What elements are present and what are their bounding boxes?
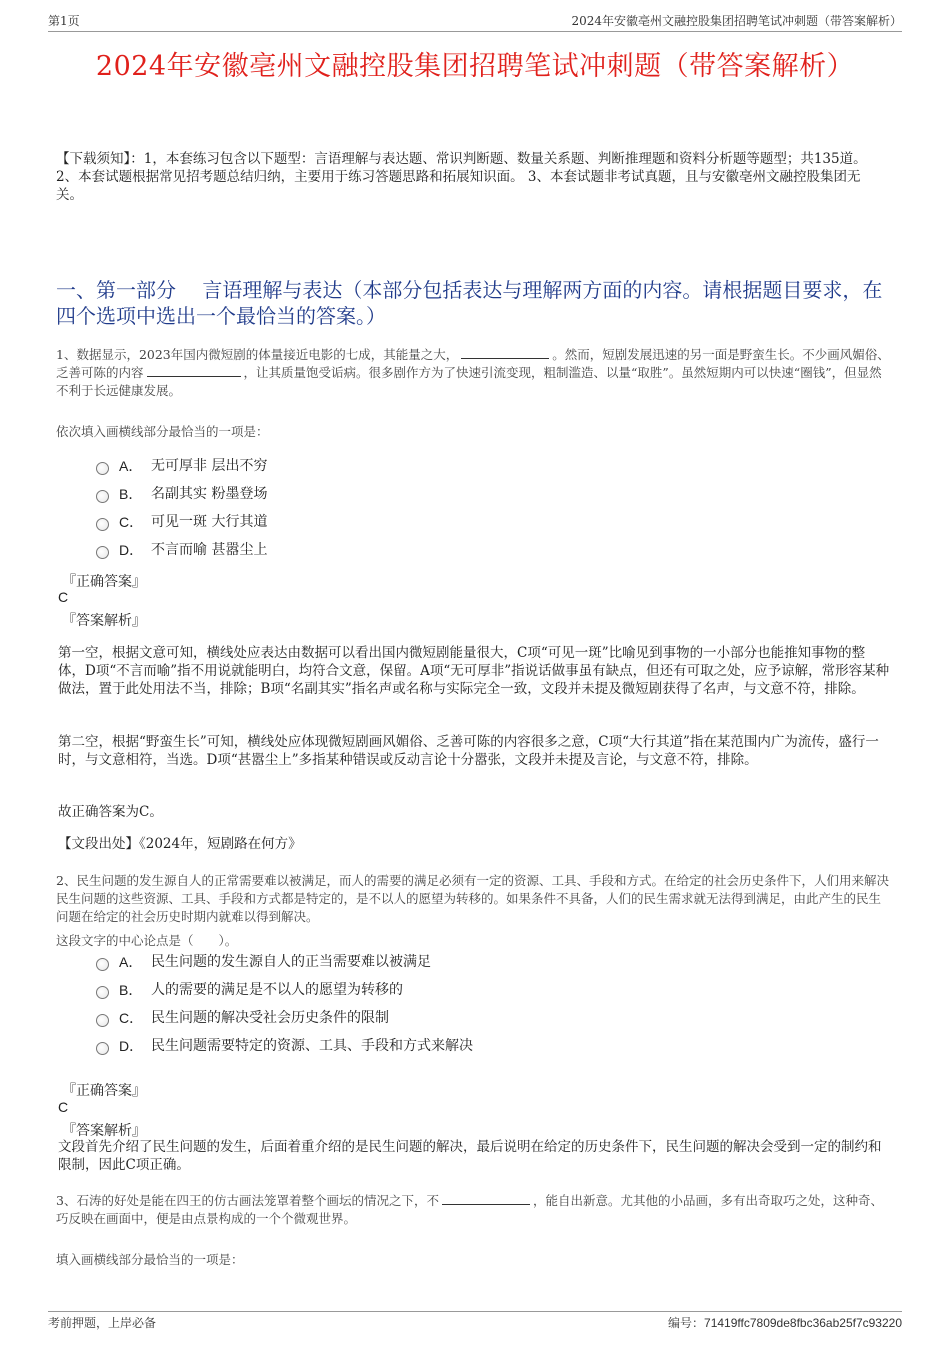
analysis-label: 『答案解析』 xyxy=(62,1123,146,1139)
radio-icon[interactable] xyxy=(96,958,109,971)
question-2-prompt: 这段文字的中心论点是（ ）。 xyxy=(56,933,238,948)
question-1-text: 1、数据显示，2023年国内微短剧的体量接近电影的七成，其能量之大， 。然而，短剧发展迅速的另一面是野蛮生长。不少画风媚俗、乏善可陈的内容 ，让其质量饱受诟病。很多剧作方为了快速引流变现，粗制滥造、以量“取胜”。虽然短期内可以快速“圈钱”，但显然不利于长远健康发展。 xyxy=(56,347,890,398)
q1-option-d[interactable]: D． 不言而喻 甚嚣尘上 xyxy=(96,540,267,560)
download-notice: 【下载须知】：1，本套练习包含以下题型：言语理解与表达题、常识判断题、数量关系题、判断推理题和资料分析题等题型；共135道。 2、本套试题根据常见招考题总结归纳，主要用于练习答题思路和拓展知识面。 3、本套试题非考试真题，且与安徽亳州文融控股集团无关。 xyxy=(56,151,867,203)
question-1-prompt: 依次填入画横线部分最恰当的一项是： xyxy=(56,424,269,439)
document-code: 编号：71419ffc7809de8fbc36ab25f7c93220 xyxy=(668,1316,902,1330)
radio-icon[interactable] xyxy=(96,986,109,999)
analysis-conclusion: 故正确答案为C。 xyxy=(58,804,163,820)
radio-icon[interactable] xyxy=(96,1042,109,1055)
question-2-text: 2、民生问题的发生源自人的正常需要难以被满足，而人的需要的满足必须有一定的资源、工具、手段和方式。在给定的社会历史条件下，人们用来解决民生问题的这些资源、工具、手段和方式都是特定的，是不以人的愿望为转移的。如果条件不具备，人们的民生需求就无法得到满足，由此产生的民生问题在给定的社会历史时期内就难以得到解决。 xyxy=(56,873,889,924)
radio-icon[interactable] xyxy=(96,1014,109,1027)
q1-option-a[interactable]: A． 无可厚非 层出不穷 xyxy=(96,456,267,476)
source-citation: 【文段出处】《2024年，短剧路在何方》 xyxy=(58,836,302,852)
section-heading: 一、第一部分 言语理解与表达（本部分包括表达与理解两方面的内容。请根据题目要求，在四个选项中选出一个最恰当的答案。） xyxy=(56,278,883,328)
q2-option-d[interactable]: D． 民生问题需要特定的资源、工具、手段和方式来解决 xyxy=(96,1036,473,1056)
footer-divider xyxy=(48,1311,902,1312)
q2-option-c[interactable]: C． 民生问题的解决受社会历史条件的限制 xyxy=(96,1008,389,1028)
radio-icon[interactable] xyxy=(96,546,109,559)
correct-answer: C xyxy=(58,589,69,605)
analysis-paragraph: 第一空，根据文意可知，横线处应表达由数据可以看出国内微短剧能量很大，C项“可见一斑”比喻见到事物的一小部分也能推知事物的整体，D项“不言而喻”指不用说就能明白，均符合文意，保留。A项“无可厚非”指说话做事虽有缺点，但还有可取之处，应予谅解，常形容某种做法，置于此处用法不当，排除；B项“名副其实”指名声或名称与实际完全一致，文段并未提及微短剧获得了名声，与文意不符，排除。 xyxy=(58,645,890,697)
q1-option-b[interactable]: B． 名副其实 粉墨登场 xyxy=(96,484,267,504)
document-title: 2024年安徽亳州文融控股集团招聘笔试冲刺题（带答案解析） xyxy=(95,51,855,82)
answer-label: 『正确答案』 xyxy=(62,1083,146,1099)
q1-option-c[interactable]: C． 可见一斑 大行其道 xyxy=(96,512,267,532)
question-3-text: 3、石涛的好处是能在四王的仿古画法笼罩着整个画坛的情况之下，不 ，能自出新意。尤其他的小品画，多有出奇取巧之处，这种奇、巧反映在画面中，便是由点景构成的一个个微观世界。 xyxy=(56,1193,883,1226)
fill-blank xyxy=(442,1192,530,1205)
header-divider xyxy=(48,31,902,32)
analysis-paragraph: 文段首先介绍了民生问题的发生，后面着重介绍的是民生问题的解决，最后说明在给定的历史条件下，民生问题的解决会受到一定的制约和限制，因此C项正确。 xyxy=(58,1139,882,1173)
radio-icon[interactable] xyxy=(96,518,109,531)
q2-option-a[interactable]: A． 民生问题的发生源自人的正当需要难以被满足 xyxy=(96,952,431,972)
q2-option-b[interactable]: B． 人的需要的满足是不以人的愿望为转移的 xyxy=(96,980,403,1000)
analysis-paragraph: 第二空，根据“野蛮生长”可知，横线处应体现微短剧画风媚俗、乏善可陈的内容很多之意，C项“大行其道”指在某范围内广为流传，盛行一时，与文意相符，当选。D项“甚嚣尘上”多指某种错误或反动言论十分嚣张，文段并未提及言论，与文意不符，排除。 xyxy=(58,734,879,768)
correct-answer: C xyxy=(58,1099,69,1115)
fill-blank xyxy=(147,364,241,377)
page-number: 第1页 xyxy=(48,14,80,28)
header-doc-title: 2024年安徽亳州文融控股集团招聘笔试冲刺题（带答案解析） xyxy=(571,14,902,28)
fill-blank xyxy=(461,346,549,359)
question-3-prompt: 填入画横线部分最恰当的一项是： xyxy=(56,1252,244,1267)
radio-icon[interactable] xyxy=(96,462,109,475)
radio-icon[interactable] xyxy=(96,490,109,503)
footer-slogan: 考前押题，上岸必备 xyxy=(48,1316,157,1330)
analysis-label: 『答案解析』 xyxy=(62,613,146,629)
answer-label: 『正确答案』 xyxy=(62,574,146,590)
